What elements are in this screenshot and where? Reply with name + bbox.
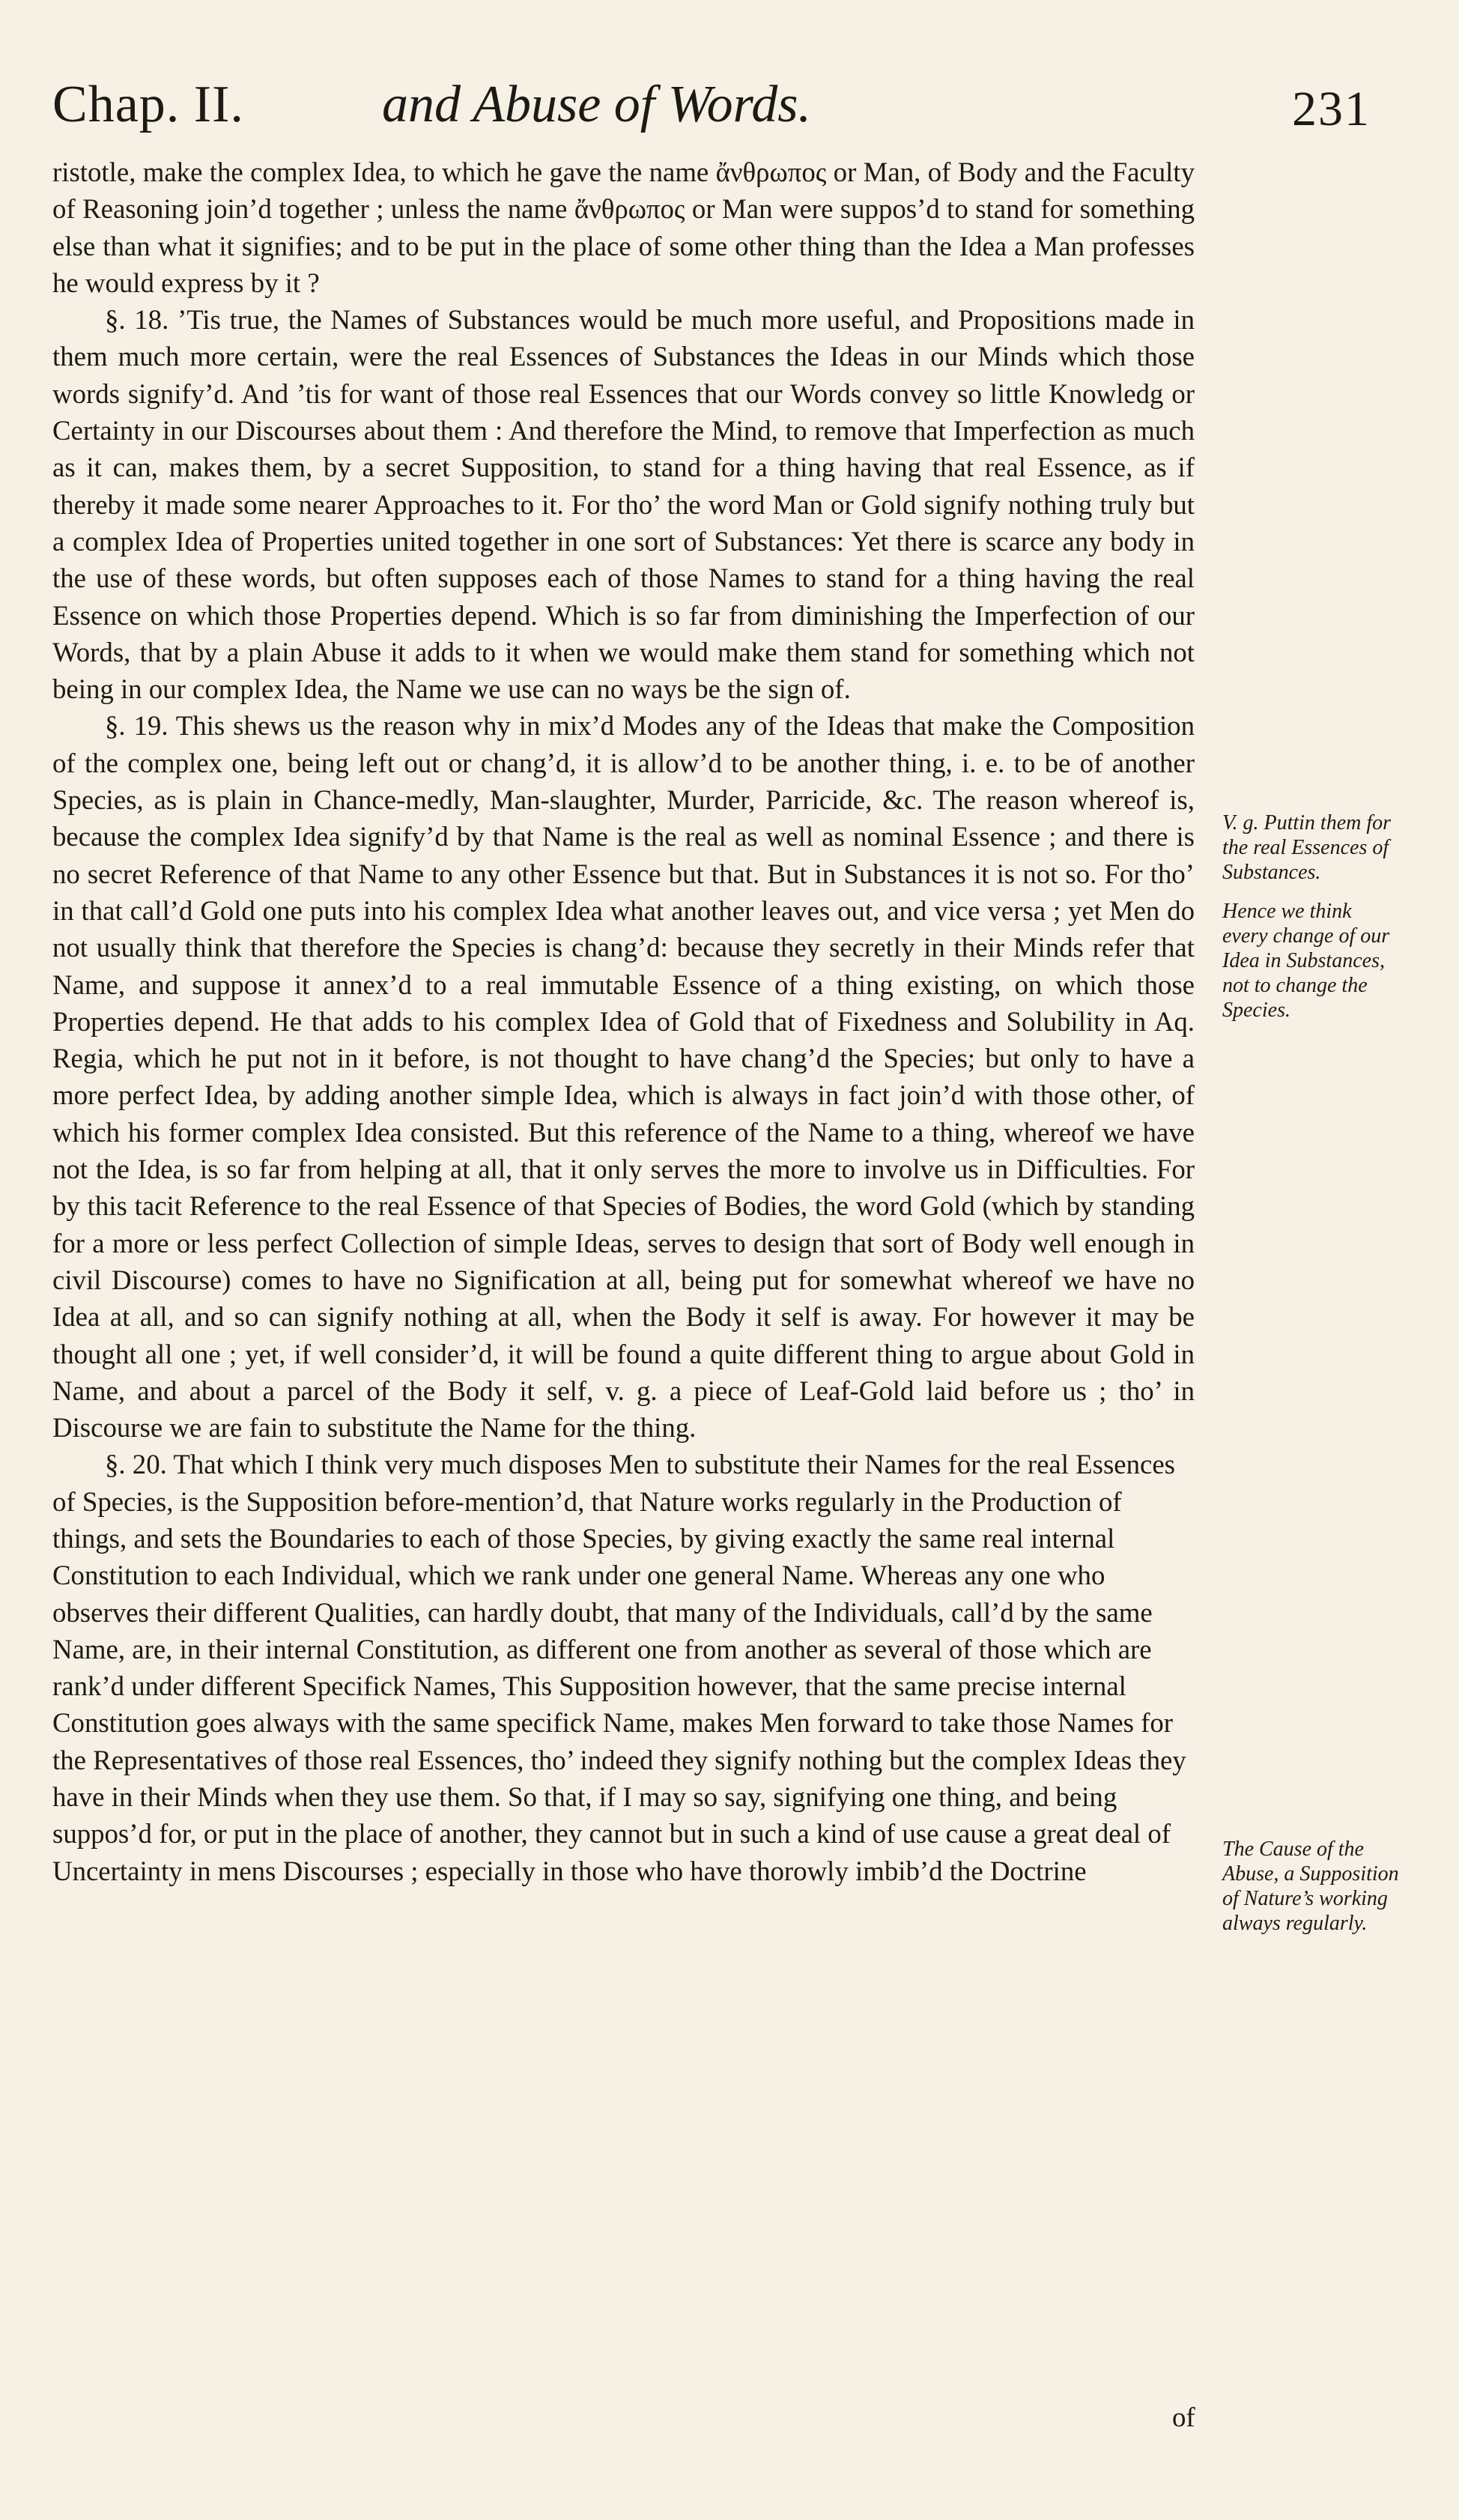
body-text <box>52 154 1195 1889</box>
section-number: §. 18. <box>105 304 169 336</box>
page-number: 231 <box>1292 82 1371 136</box>
paragraph-text: That which I think very much disposes Men to substitute their Names for the real Essences of Species, is the Supposition before-mention’d, that Nature works regularly in the Production of things, and sets the Boundaries to each of those Species, by giving exactly the same real internal Constitution to each Individual, which we rank under one general Name. Whereas any one who observes their different Qualities, can hardly doubt, that many of the Individuals, call’d by the same Name, are, in their internal Constitution, as different one from another as several of those which are rank’d under different Specifick Names, This Supposition however, that the same precise internal Constitution goes always with the same specifick Name, makes Men forward to take those Names for the Representatives of those real Essences, tho’ indeed they signify nothing but the complex Ideas they have in their Minds when they use them. So that, if I may so say, signifying one thing, and being suppos’d for, or put in the place of another, they cannot but in such a kind of use cause a great deal of Uncertainty in mens Discourses ; especially in those who have thorowly imbib’d the Doctrine <box>52 1449 1186 1886</box>
catchword: of <box>1172 2402 1195 2432</box>
running-title: and Abuse of Words. <box>382 76 812 133</box>
marginal-note: The Cause of the Abuse, a Supposition of Nature’s working always regularly. <box>1222 1838 1399 1935</box>
paragraph-section-18 <box>52 301 1195 707</box>
chapter-label: Chap. II. <box>52 76 244 133</box>
section-number: §. 20. <box>105 1449 167 1480</box>
page-header <box>52 75 1371 142</box>
paragraph-section-20 <box>52 1446 1195 1889</box>
paragraph-text: This shews us the reason why in mix’d Modes any of the Ideas that make the Composition of the complex one, being left out or chang’d, it is allow’d to be another thing, i. e. to be of another Species, as is plain in Chance-medly, Man-slaughter, Murder, Parricide, &c. The reason whereof is, because the complex Idea signify’d by that Name is the real as well as nominal Essence ; and there is no secret Reference of that Name to any other Essence but that. But in Substances it is not so. For tho’ in that call’d Gold one puts into his complex Idea what another leaves out, and vice versa ; yet Men do not usually think that therefore the Species is chang’d: because they secretly in their Minds refer that Name, and suppose it annex’d to a real immutable Essence of a thing existing, on which those Properties depend. He that adds to his complex Idea of Gold that of Fixedness and Solubility in Aq. Regia, which he put not in it before, is not thought to have chang’d the Species; but only to have a more perfect Idea, by adding another simple Idea, which is always in fact join’d with those other, of which his former complex Idea consisted. But this reference of the Name to a thing, whereof we have not the Idea, is so far from helping at all, that it only serves the more to involve us in Difficulties. For by this tacit Reference to the real Essence of that Species of Bodies, the word Gold (which by standing for a more or less perfect Collection of simple Ideas, serves to design that sort of Body well enough in civil Discourse) comes to have no Signification at all, being put for somewhat whereof we have no Idea at all, and so can signify nothing at all, when the Body it self is away. For however it may be thought all one ; yet, if well consider’d, it will be found a quite different thing to argue about Gold in Name, and about a parcel of the Body it self, v. g. a piece of Leaf-Gold laid before us ; tho’ in Discourse we are fain to substitute the Name for the thing. <box>52 710 1195 1444</box>
paragraph-section-19 <box>52 707 1195 1446</box>
section-number: §. 19. <box>105 710 169 742</box>
paragraph-text: ’Tis true, the Names of Substances would be much more useful, and Propositions made in them much more certain, were the real Essences of Substances the Ideas in our Minds which those words signify’d. And ’tis for want of those real Essences that our Words convey so little Knowledg or Certainty in our Discourses about them : And therefore the Mind, to remove that Imperfection as much as it can, makes them, by a secret Supposition, to stand for a thing having that real Essence, as if thereby it made some nearer Approaches to it. For tho’ the word Man or Gold signify nothing truly but a complex Idea of Properties united together in one sort of Substances: Yet there is scarce any body in the use of these words, but often supposes each of those Names to stand for a thing having the real Essence on which those Properties depend. Which is so far from diminishing the Imperfection of our Words, that by a plain Abuse it adds to it when we would make them stand for something which not being in our complex Idea, the Name we use can no ways be the sign of. <box>52 304 1195 705</box>
marginal-note: V. g. Puttin them for the real Essences of Substances. <box>1222 811 1392 884</box>
paragraph-continuation <box>52 154 1195 301</box>
paragraph-text: ristotle, make the complex Idea, to which he gave the name ἄνθρωπος or Man, of Body and the Faculty of Reasoning join’d together ; unless the name ἄνθρωπος or Man were suppos’d to stand for something else than what it signifies; and to be put in the place of some other thing than the Idea a Man professes he would express by it ? <box>52 157 1195 298</box>
marginal-note: Hence we think every change of our Idea in Substances, not to change the Species. <box>1222 900 1390 1022</box>
